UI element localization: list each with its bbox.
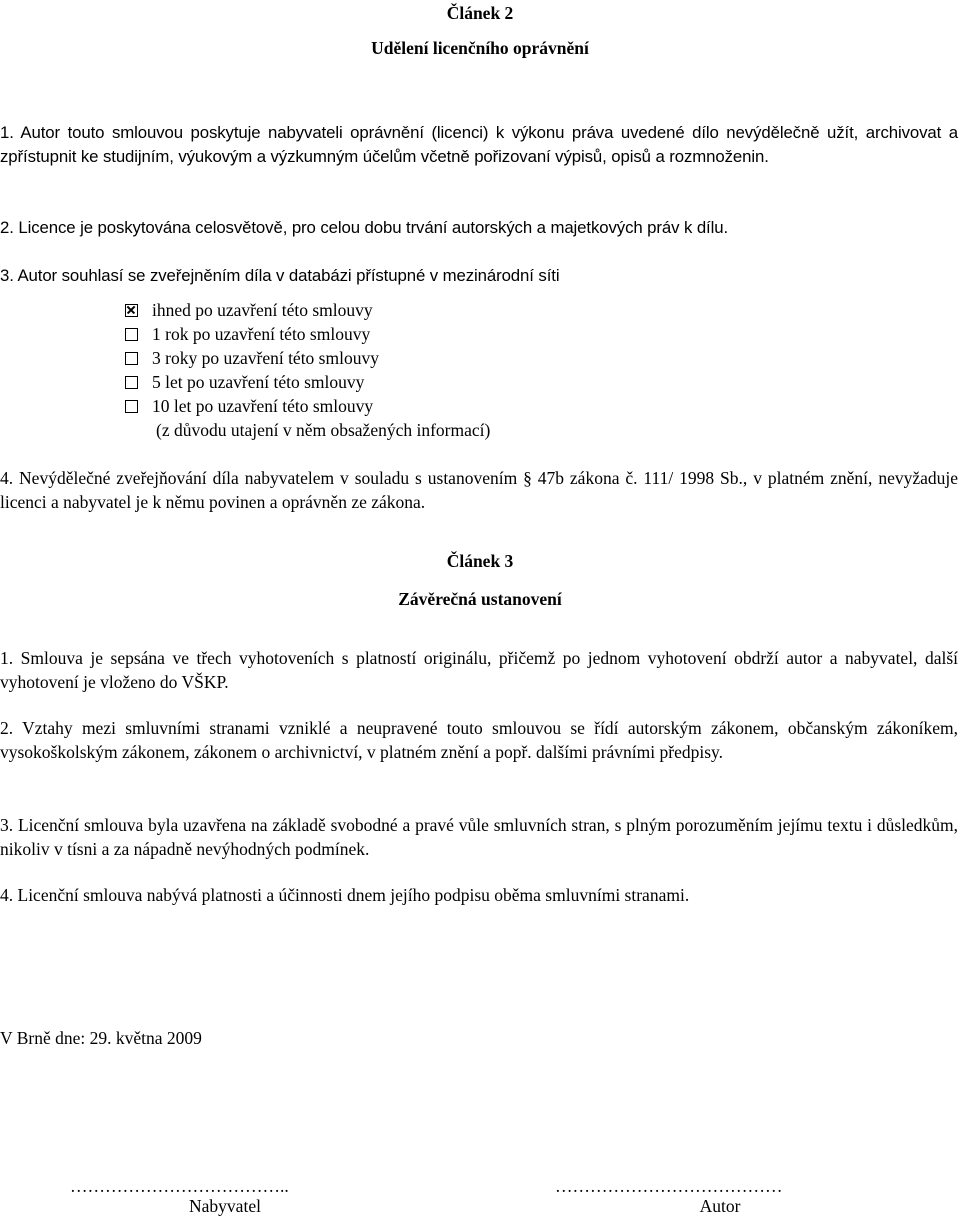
paragraph-number: 1. <box>0 648 14 668</box>
paragraph-number: 3. <box>0 815 14 835</box>
article-3-title: Článek 3 <box>446 551 514 571</box>
paragraph-text: Nevýdělečné zveřejňování díla nabyvatelem v souladu s ustanovením § 47b zákona č. 111/ 1998 Sb. <box>19 468 743 488</box>
article-3-paragraph-4 <box>0 884 958 908</box>
signature-line-author: ………………………………… <box>555 1176 783 1196</box>
checkbox-icon[interactable] <box>125 400 138 413</box>
article-3-paragraph-1 <box>0 647 958 694</box>
checked-checkbox-icon[interactable] <box>125 304 138 317</box>
options-note: (z důvodu utajení v něm obsažených informací) <box>156 420 491 440</box>
paragraph-number: 4. <box>0 468 14 488</box>
paragraph-number: 2. <box>0 218 14 237</box>
article-2-subtitle: Udělení licenčního oprávnění <box>371 38 589 58</box>
checkbox-icon[interactable] <box>125 376 138 389</box>
paragraph-text: Smlouva je sepsána ve třech vyhotoveních s platností originálu, přičemž po jednom vyhotovení obdrží autor a nabyvatel, další vyhotovení je vloženo do VŠKP. <box>0 648 959 692</box>
paragraph-number: 2. <box>0 718 14 738</box>
signature-label-buyer: Nabyvatel <box>189 1196 261 1216</box>
option-10-years[interactable] <box>125 395 373 417</box>
paragraph-number: 3. <box>0 266 14 285</box>
paragraph-text: Vztahy mezi smluvními stranami vzniklé a neupravené touto smlouvou se řídí autorským zákonem, občanským zákoníkem, vysokoškolským zákonem, zákonem o archivnictví, v platném znění a popř. dalšími právními předpisy. <box>0 718 958 762</box>
signature-line-buyer: ……………………………….. <box>70 1176 289 1196</box>
paragraph-number: 1. <box>0 123 14 142</box>
article-2-paragraph-4 <box>0 467 958 514</box>
checkbox-icon[interactable] <box>125 328 138 341</box>
option-3-years[interactable] <box>125 347 379 369</box>
option-immediately[interactable] <box>125 299 373 321</box>
option-label: 1 rok po uzavření této smlouvy <box>152 324 371 344</box>
article-2-paragraph-1 <box>0 121 958 168</box>
option-label: 3 roky po uzavření této smlouvy <box>152 348 379 368</box>
paragraph-text: Licence je poskytována celosvětově, pro celou dobu trvání autorských a majetkových práv k dílu. <box>18 218 729 237</box>
article-3-paragraph-3 <box>0 814 958 861</box>
paragraph-text: Licenční smlouva byla uzavřena na základě svobodné a pravé vůle smluvních stran, s plným porozuměním jejímu textu i důsledkům, nikoliv v tísni a za nápadně nevýhodných podmínek. <box>0 815 959 859</box>
paragraph-text-continued: , v platném znění, nevyžaduje licenci a nabyvatel je k němu povinen a oprávněn ze zákona. <box>0 468 959 512</box>
paragraph-text: Autor souhlasí se zveřejněním díla v databázi přístupné v mezinárodní síti <box>17 266 560 285</box>
option-5-years[interactable] <box>125 371 364 393</box>
signature-label-author: Autor <box>699 1196 741 1216</box>
place-and-date: V Brně dne: 29. května 2009 <box>0 1028 202 1048</box>
paragraph-text: Licenční smlouva nabývá platnosti a účinnosti dnem jejího podpisu oběma smluvními stranami. <box>17 885 690 905</box>
paragraph-number: 4. <box>0 885 14 905</box>
article-2-title: Článek 2 <box>446 3 514 23</box>
article-2-paragraph-3 <box>0 264 958 288</box>
article-2-paragraph-2 <box>0 216 958 240</box>
option-label: 10 let po uzavření této smlouvy <box>152 396 374 416</box>
option-label: ihned po uzavření této smlouvy <box>152 300 373 320</box>
article-3-paragraph-2 <box>0 717 958 764</box>
article-3-subtitle: Závěrečná ustanovení <box>398 589 562 609</box>
checkbox-icon[interactable] <box>125 352 138 365</box>
option-label: 5 let po uzavření této smlouvy <box>152 372 365 392</box>
paragraph-text: Autor touto smlouvou poskytuje nabyvateli oprávnění (licenci) k výkonu práva uvedené dílo nevýdělečně užít, archivovat a zpřístupnit ke studijním, výukovým a výzkumným účelům včetně pořizovaní výpisů, opisů a rozmnoženin. <box>0 123 958 166</box>
option-1-year[interactable] <box>125 323 370 345</box>
